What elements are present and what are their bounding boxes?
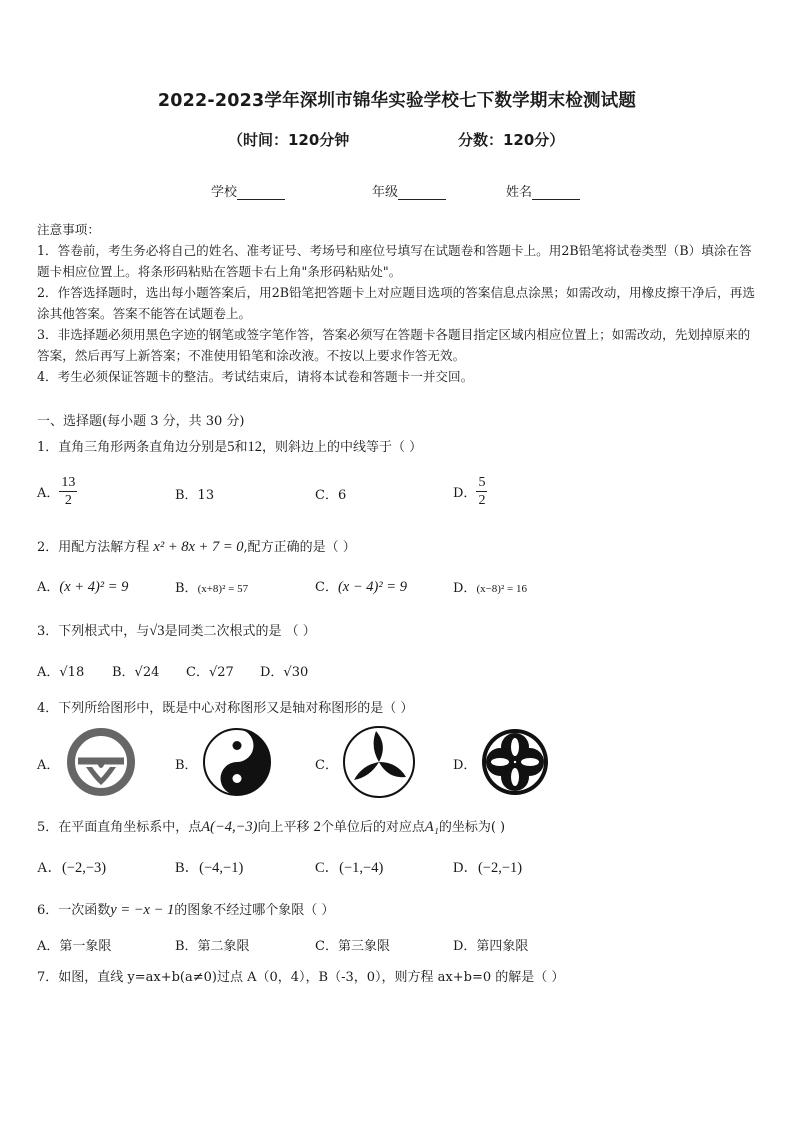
q5-option-d[interactable]: D．(−2,−1): [453, 860, 523, 876]
q3-option-c[interactable]: C．√27: [186, 665, 234, 680]
q5-text: 个单位后的对应点: [320, 820, 425, 835]
q5-text: 向上平移: [257, 820, 314, 835]
name-field[interactable]: [506, 181, 580, 200]
question-5-stem: [37, 816, 505, 836]
option-label: A．: [37, 580, 60, 595]
q5-num: 2: [313, 819, 321, 835]
grade-label: 年级: [372, 185, 399, 200]
q3-option-a[interactable]: A．√18: [37, 665, 85, 680]
notice-item: 4．考生必须保证答题卡的整洁。考试结束后，请将本试卷和答题卡一并交回。: [37, 369, 474, 384]
q5-text: 5．在平面直角坐标系中，点: [37, 820, 202, 835]
q3-option-d[interactable]: D．√30: [260, 665, 309, 680]
q2-text: 2．用配方法解方程: [37, 540, 154, 555]
notice-block: [37, 219, 759, 387]
logo-figure-icon[interactable]: [66, 727, 136, 797]
page-title: 2022-2023学年深圳市锦华实验学校七下数学期末检测试题: [157, 91, 637, 111]
q3-text: 是同类二次根式的是 （ ）: [164, 624, 316, 639]
option-equation: (x − 4)² = 9: [337, 579, 407, 595]
notice-item: 2．作答选择题时，选出每小题答案后，用2B铅笔把答题卡上对应题目选项的答案信息点涂黑；如需改动，用橡皮擦干净后，再选涂其他答案。答案不能答在试题卷上。: [37, 285, 755, 321]
option-label: D．: [453, 486, 477, 501]
school-field[interactable]: [211, 181, 285, 200]
q5-option-a[interactable]: A．(−2,−3): [37, 860, 107, 876]
q6-text: 6．一次函数: [37, 903, 111, 918]
q1-option-a[interactable]: [37, 474, 77, 509]
option-label: D．: [453, 581, 477, 596]
school-blank[interactable]: [237, 186, 285, 200]
grade-blank[interactable]: [398, 186, 446, 200]
numerator: 13: [61, 475, 76, 490]
q5-point: A₁: [424, 819, 439, 835]
q4-option-a-label[interactable]: A．: [37, 758, 60, 773]
question-3-stem: [37, 620, 316, 640]
q1-option-c[interactable]: C．6: [315, 488, 347, 503]
question-2-stem: [37, 536, 356, 556]
fraction: [476, 474, 487, 509]
notice-item: 1．答卷前，考生务必将自己的姓名、准考证号、考场号和座位号填写在试题卷和答题卡上。用2B铅笔将试卷类型（B）填涂在答题卡相应位置上。将条形码粘贴在答题卡右上角"条形码粘贴处"。: [37, 243, 752, 279]
q6-equation: y = −x − 1: [110, 902, 175, 918]
exam-time: （时间：120分钟: [228, 131, 350, 149]
denominator: 2: [478, 493, 486, 508]
q2-equation: x² + 8x + 7 = 0: [153, 539, 244, 555]
q1-num: 5: [227, 439, 235, 455]
name-blank[interactable]: [532, 186, 580, 200]
q5-option-c[interactable]: C．(−1,−4): [315, 860, 384, 876]
option-equation: (x−8)² = 16: [476, 583, 527, 595]
question-7-stem: 7．如图，直线 y=ax+b(a≠0)过点 A（0，4），B（-3，0），则方程 ax+b=0 的解是（ ）: [37, 970, 565, 985]
question-4-stem: 4．下列所给图形中，既是中心对称图形又是轴对称图形的是（ ）: [37, 701, 414, 716]
q5-point: A(−4,−3): [201, 819, 258, 835]
q2-option-d[interactable]: [453, 577, 527, 596]
grade-field[interactable]: [372, 181, 446, 200]
q6-text: 的图象不经过哪个象限（ ）: [174, 903, 335, 918]
q2-text: ,配方正确的是（ ）: [243, 540, 356, 555]
q6-option-c[interactable]: C．第三象限: [315, 939, 390, 954]
school-label: 学校: [211, 185, 238, 200]
four-petal-icon[interactable]: [478, 725, 552, 799]
exam-score: 分数：120分）: [458, 131, 565, 149]
q1-text: 1．直角三角形两条直角边分别是: [37, 440, 228, 455]
q6-option-a[interactable]: A．第一象限: [37, 939, 112, 954]
q4-option-d-label[interactable]: D．: [453, 758, 477, 773]
q1-option-d[interactable]: [453, 474, 487, 509]
option-label: C．: [315, 580, 338, 595]
option-equation: (x + 4)² = 9: [59, 579, 129, 595]
q6-option-b[interactable]: B．第二象限: [175, 939, 250, 954]
name-label: 姓名: [506, 185, 533, 200]
option-equation: (x+8)² = 57: [197, 583, 249, 595]
numerator: 5: [478, 475, 486, 490]
notice-heading: 注意事项：: [37, 222, 100, 237]
section-heading: 一、选择题(每小题 3 分，共 30 分): [37, 414, 245, 429]
question-6-stem: [37, 899, 334, 919]
q4-option-c-label[interactable]: C．: [315, 758, 338, 773]
q3-radical: √3: [149, 623, 165, 639]
question-1-stem: [37, 436, 422, 456]
q3-option-b[interactable]: B．√24: [112, 665, 160, 680]
q1-option-b[interactable]: B．13: [175, 488, 215, 503]
q5-option-b[interactable]: B．(−4,−1): [175, 860, 244, 876]
q3-text: 3．下列根式中，与: [37, 624, 150, 639]
q2-option-b[interactable]: [175, 577, 248, 596]
q2-option-a[interactable]: [37, 576, 128, 596]
option-label: A．: [37, 486, 60, 501]
q1-num: 12: [247, 439, 263, 455]
q2-option-c[interactable]: [315, 576, 407, 596]
q6-option-d[interactable]: D．第四象限: [453, 939, 529, 954]
notice-item: 3．非选择题必须用黑色字迹的钢笔或签字笔作答，答案必须写在答题卡各题目指定区域内相应位置上；如需改动，先划掉原来的答案，然后再写上新答案；不准使用铅笔和涂改液。不按以上要求作答无效。: [37, 327, 751, 363]
denominator: 2: [64, 493, 72, 508]
option-label: B．: [175, 581, 198, 596]
fraction: [59, 474, 77, 509]
q5-text: 的坐标为( ): [438, 820, 506, 835]
q1-text: ，则斜边上的中线等于（ ）: [262, 440, 423, 455]
yin-yang-icon[interactable]: [202, 727, 272, 797]
three-blade-icon[interactable]: [342, 725, 416, 799]
q4-option-b-label[interactable]: B．: [175, 758, 198, 773]
q1-text: 和: [234, 440, 248, 455]
